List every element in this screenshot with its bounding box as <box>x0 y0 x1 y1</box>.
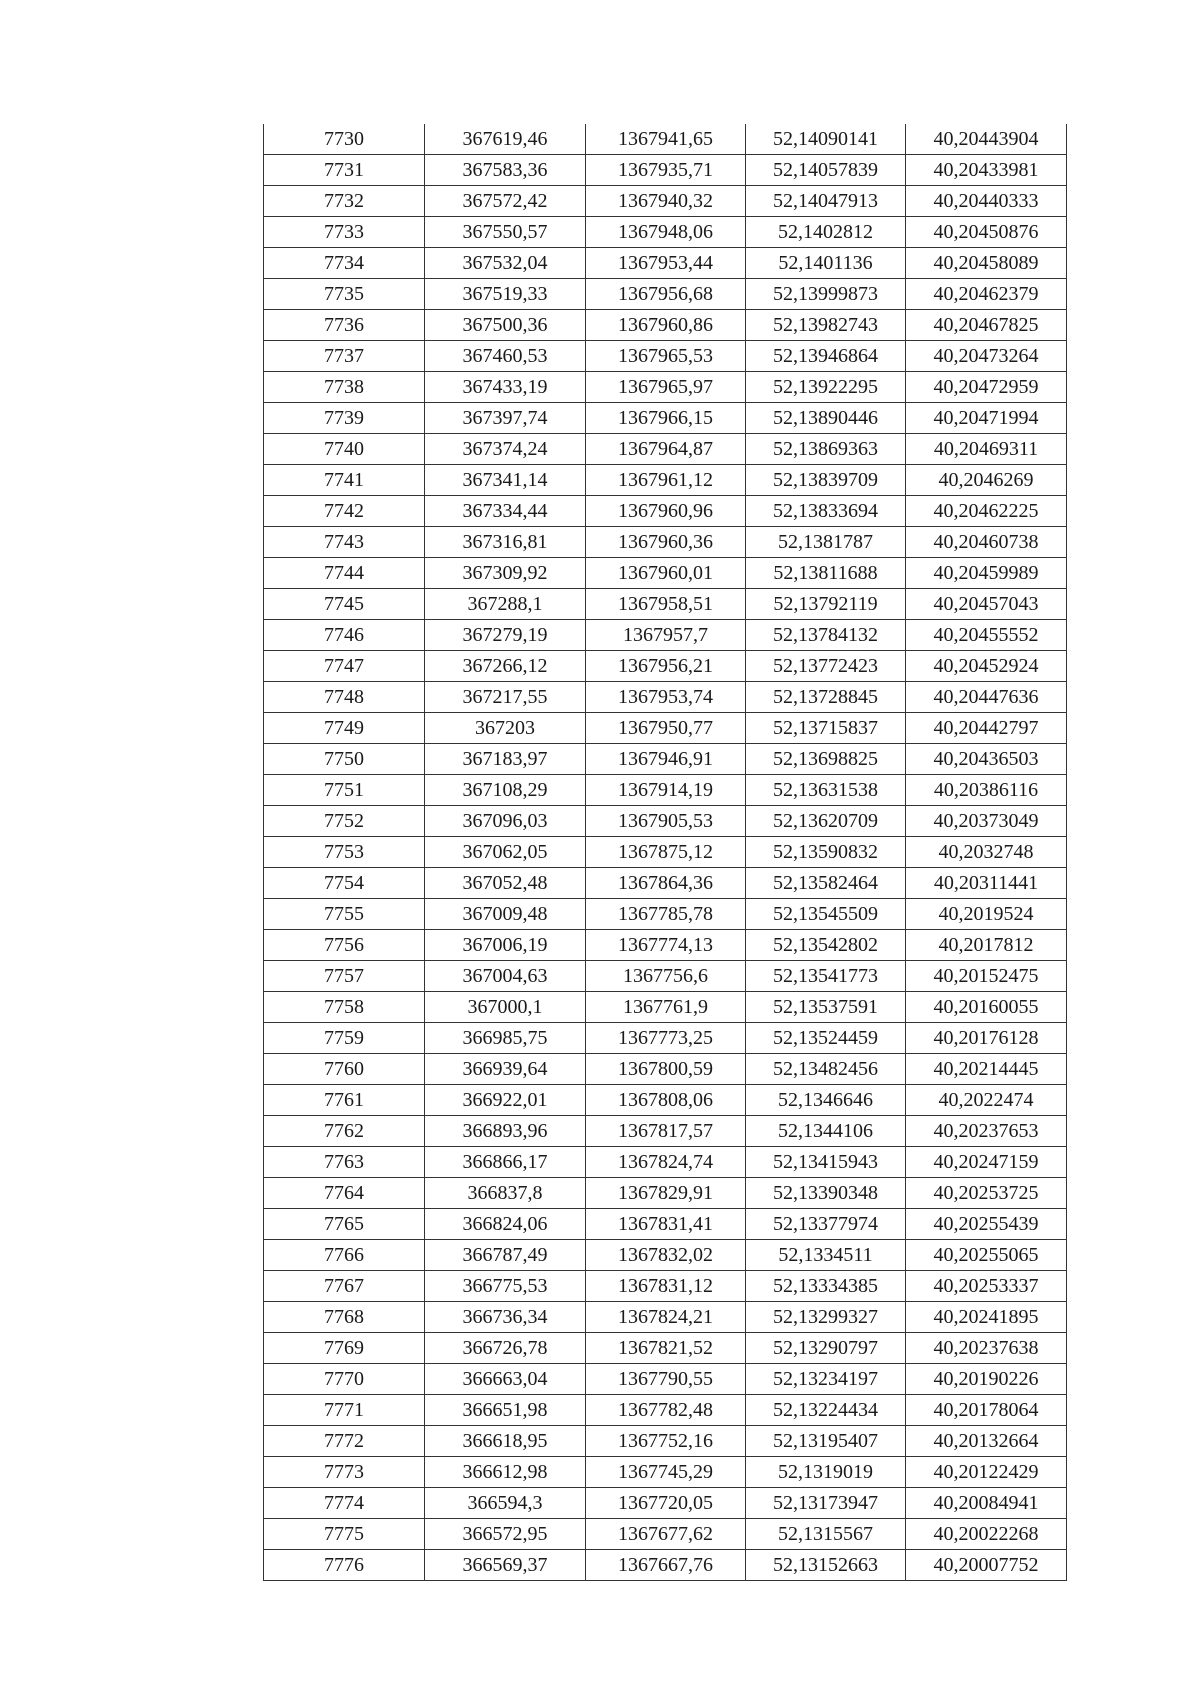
table-row <box>264 744 1067 775</box>
point-number-cell: 7766 <box>264 1240 425 1271</box>
table-row <box>264 1178 1067 1209</box>
latitude-cell: 52,13299327 <box>746 1302 906 1333</box>
longitude-cell: 40,20467825 <box>906 310 1067 341</box>
table-row <box>264 403 1067 434</box>
latitude-cell: 52,13922295 <box>746 372 906 403</box>
x-coordinate-cell: 366985,75 <box>425 1023 586 1054</box>
point-number-cell: 7738 <box>264 372 425 403</box>
longitude-cell: 40,20473264 <box>906 341 1067 372</box>
latitude-cell: 52,13334385 <box>746 1271 906 1302</box>
y-coordinate-cell: 1367960,86 <box>586 310 746 341</box>
longitude-cell: 40,20462225 <box>906 496 1067 527</box>
point-number-cell: 7744 <box>264 558 425 589</box>
longitude-cell: 40,20386116 <box>906 775 1067 806</box>
latitude-cell: 52,13582464 <box>746 868 906 899</box>
x-coordinate-cell: 366618,95 <box>425 1426 586 1457</box>
x-coordinate-cell: 367433,19 <box>425 372 586 403</box>
latitude-cell: 52,13792119 <box>746 589 906 620</box>
latitude-cell: 52,13537591 <box>746 992 906 1023</box>
table-row <box>264 1519 1067 1550</box>
point-number-cell: 7763 <box>264 1147 425 1178</box>
table-row <box>264 279 1067 310</box>
coordinates-table <box>263 124 1067 1581</box>
table-row <box>264 620 1067 651</box>
x-coordinate-cell: 367000,1 <box>425 992 586 1023</box>
x-coordinate-cell: 366569,37 <box>425 1550 586 1581</box>
table-row <box>264 310 1067 341</box>
longitude-cell: 40,20160055 <box>906 992 1067 1023</box>
longitude-cell: 40,2019524 <box>906 899 1067 930</box>
x-coordinate-cell: 366594,3 <box>425 1488 586 1519</box>
x-coordinate-cell: 367334,44 <box>425 496 586 527</box>
point-number-cell: 7733 <box>264 217 425 248</box>
y-coordinate-cell: 1367824,21 <box>586 1302 746 1333</box>
longitude-cell: 40,20443904 <box>906 124 1067 155</box>
x-coordinate-cell: 367397,74 <box>425 403 586 434</box>
latitude-cell: 52,13224434 <box>746 1395 906 1426</box>
point-number-cell: 7749 <box>264 713 425 744</box>
longitude-cell: 40,20469311 <box>906 434 1067 465</box>
latitude-cell: 52,13545509 <box>746 899 906 930</box>
table-row <box>264 868 1067 899</box>
latitude-cell: 52,13590832 <box>746 837 906 868</box>
longitude-cell: 40,20458089 <box>906 248 1067 279</box>
table-row <box>264 1023 1067 1054</box>
x-coordinate-cell: 366824,06 <box>425 1209 586 1240</box>
x-coordinate-cell: 366893,96 <box>425 1116 586 1147</box>
x-coordinate-cell: 366651,98 <box>425 1395 586 1426</box>
longitude-cell: 40,20450876 <box>906 217 1067 248</box>
point-number-cell: 7741 <box>264 465 425 496</box>
y-coordinate-cell: 1367761,9 <box>586 992 746 1023</box>
longitude-cell: 40,20436503 <box>906 744 1067 775</box>
table-row <box>264 1488 1067 1519</box>
x-coordinate-cell: 366612,98 <box>425 1457 586 1488</box>
y-coordinate-cell: 1367774,13 <box>586 930 746 961</box>
latitude-cell: 52,1346646 <box>746 1085 906 1116</box>
longitude-cell: 40,20442797 <box>906 713 1067 744</box>
x-coordinate-cell: 367619,46 <box>425 124 586 155</box>
table-row <box>264 682 1067 713</box>
latitude-cell: 52,1319019 <box>746 1457 906 1488</box>
x-coordinate-cell: 367279,19 <box>425 620 586 651</box>
longitude-cell: 40,20255065 <box>906 1240 1067 1271</box>
y-coordinate-cell: 1367785,78 <box>586 899 746 930</box>
point-number-cell: 7776 <box>264 1550 425 1581</box>
x-coordinate-cell: 367004,63 <box>425 961 586 992</box>
point-number-cell: 7732 <box>264 186 425 217</box>
table-row <box>264 651 1067 682</box>
longitude-cell: 40,20440333 <box>906 186 1067 217</box>
x-coordinate-cell: 366939,64 <box>425 1054 586 1085</box>
latitude-cell: 52,13715837 <box>746 713 906 744</box>
x-coordinate-cell: 367519,33 <box>425 279 586 310</box>
point-number-cell: 7752 <box>264 806 425 837</box>
latitude-cell: 52,14047913 <box>746 186 906 217</box>
latitude-cell: 52,13890446 <box>746 403 906 434</box>
longitude-cell: 40,20241895 <box>906 1302 1067 1333</box>
table-row <box>264 992 1067 1023</box>
x-coordinate-cell: 366866,17 <box>425 1147 586 1178</box>
x-coordinate-cell: 367550,57 <box>425 217 586 248</box>
latitude-cell: 52,13982743 <box>746 310 906 341</box>
y-coordinate-cell: 1367957,7 <box>586 620 746 651</box>
table-row <box>264 806 1067 837</box>
x-coordinate-cell: 367460,53 <box>425 341 586 372</box>
table-row <box>264 1116 1067 1147</box>
longitude-cell: 40,20237638 <box>906 1333 1067 1364</box>
point-number-cell: 7767 <box>264 1271 425 1302</box>
y-coordinate-cell: 1367677,62 <box>586 1519 746 1550</box>
latitude-cell: 52,13839709 <box>746 465 906 496</box>
x-coordinate-cell: 367217,55 <box>425 682 586 713</box>
table-row <box>264 1209 1067 1240</box>
y-coordinate-cell: 1367940,32 <box>586 186 746 217</box>
y-coordinate-cell: 1367966,15 <box>586 403 746 434</box>
point-number-cell: 7739 <box>264 403 425 434</box>
y-coordinate-cell: 1367948,06 <box>586 217 746 248</box>
latitude-cell: 52,13415943 <box>746 1147 906 1178</box>
table-row <box>264 217 1067 248</box>
x-coordinate-cell: 367583,36 <box>425 155 586 186</box>
point-number-cell: 7736 <box>264 310 425 341</box>
longitude-cell: 40,20253725 <box>906 1178 1067 1209</box>
table-row <box>264 341 1067 372</box>
y-coordinate-cell: 1367752,16 <box>586 1426 746 1457</box>
longitude-cell: 40,20247159 <box>906 1147 1067 1178</box>
y-coordinate-cell: 1367745,29 <box>586 1457 746 1488</box>
point-number-cell: 7774 <box>264 1488 425 1519</box>
y-coordinate-cell: 1367790,55 <box>586 1364 746 1395</box>
point-number-cell: 7745 <box>264 589 425 620</box>
longitude-cell: 40,2017812 <box>906 930 1067 961</box>
longitude-cell: 40,20022268 <box>906 1519 1067 1550</box>
x-coordinate-cell: 367052,48 <box>425 868 586 899</box>
x-coordinate-cell: 366775,53 <box>425 1271 586 1302</box>
y-coordinate-cell: 1367956,21 <box>586 651 746 682</box>
y-coordinate-cell: 1367941,65 <box>586 124 746 155</box>
latitude-cell: 52,13524459 <box>746 1023 906 1054</box>
x-coordinate-cell: 367532,04 <box>425 248 586 279</box>
x-coordinate-cell: 367316,81 <box>425 527 586 558</box>
y-coordinate-cell: 1367950,77 <box>586 713 746 744</box>
y-coordinate-cell: 1367831,12 <box>586 1271 746 1302</box>
table-row <box>264 1395 1067 1426</box>
longitude-cell: 40,2032748 <box>906 837 1067 868</box>
point-number-cell: 7772 <box>264 1426 425 1457</box>
table-row <box>264 1054 1067 1085</box>
y-coordinate-cell: 1367832,02 <box>586 1240 746 1271</box>
latitude-cell: 52,1344106 <box>746 1116 906 1147</box>
table-row <box>264 527 1067 558</box>
latitude-cell: 52,13290797 <box>746 1333 906 1364</box>
table-row <box>264 155 1067 186</box>
latitude-cell: 52,1401136 <box>746 248 906 279</box>
latitude-cell: 52,13999873 <box>746 279 906 310</box>
longitude-cell: 40,20190226 <box>906 1364 1067 1395</box>
y-coordinate-cell: 1367829,91 <box>586 1178 746 1209</box>
y-coordinate-cell: 1367965,53 <box>586 341 746 372</box>
point-number-cell: 7750 <box>264 744 425 775</box>
longitude-cell: 40,20373049 <box>906 806 1067 837</box>
y-coordinate-cell: 1367667,76 <box>586 1550 746 1581</box>
longitude-cell: 40,20460738 <box>906 527 1067 558</box>
latitude-cell: 52,13195407 <box>746 1426 906 1457</box>
longitude-cell: 40,20152475 <box>906 961 1067 992</box>
table-row <box>264 434 1067 465</box>
point-number-cell: 7759 <box>264 1023 425 1054</box>
longitude-cell: 40,20472959 <box>906 372 1067 403</box>
y-coordinate-cell: 1367960,36 <box>586 527 746 558</box>
point-number-cell: 7757 <box>264 961 425 992</box>
point-number-cell: 7775 <box>264 1519 425 1550</box>
table-row <box>264 713 1067 744</box>
table-row <box>264 1147 1067 1178</box>
point-number-cell: 7740 <box>264 434 425 465</box>
longitude-cell: 40,20178064 <box>906 1395 1067 1426</box>
longitude-cell: 40,20433981 <box>906 155 1067 186</box>
latitude-cell: 52,13869363 <box>746 434 906 465</box>
y-coordinate-cell: 1367875,12 <box>586 837 746 868</box>
y-coordinate-cell: 1367953,44 <box>586 248 746 279</box>
x-coordinate-cell: 366787,49 <box>425 1240 586 1271</box>
point-number-cell: 7773 <box>264 1457 425 1488</box>
point-number-cell: 7762 <box>264 1116 425 1147</box>
x-coordinate-cell: 367341,14 <box>425 465 586 496</box>
latitude-cell: 52,13728845 <box>746 682 906 713</box>
x-coordinate-cell: 367009,48 <box>425 899 586 930</box>
longitude-cell: 40,20455552 <box>906 620 1067 651</box>
y-coordinate-cell: 1367782,48 <box>586 1395 746 1426</box>
latitude-cell: 52,1381787 <box>746 527 906 558</box>
table-row <box>264 1085 1067 1116</box>
x-coordinate-cell: 367096,03 <box>425 806 586 837</box>
longitude-cell: 40,20462379 <box>906 279 1067 310</box>
table-body <box>264 124 1067 1581</box>
y-coordinate-cell: 1367960,96 <box>586 496 746 527</box>
table-row <box>264 1333 1067 1364</box>
longitude-cell: 40,20459989 <box>906 558 1067 589</box>
longitude-cell: 40,20253337 <box>906 1271 1067 1302</box>
point-number-cell: 7770 <box>264 1364 425 1395</box>
longitude-cell: 40,20457043 <box>906 589 1067 620</box>
table-row <box>264 1240 1067 1271</box>
y-coordinate-cell: 1367824,74 <box>586 1147 746 1178</box>
y-coordinate-cell: 1367831,41 <box>586 1209 746 1240</box>
y-coordinate-cell: 1367958,51 <box>586 589 746 620</box>
x-coordinate-cell: 366736,34 <box>425 1302 586 1333</box>
point-number-cell: 7761 <box>264 1085 425 1116</box>
point-number-cell: 7748 <box>264 682 425 713</box>
x-coordinate-cell: 367288,1 <box>425 589 586 620</box>
longitude-cell: 40,20237653 <box>906 1116 1067 1147</box>
longitude-cell: 40,2022474 <box>906 1085 1067 1116</box>
longitude-cell: 40,20084941 <box>906 1488 1067 1519</box>
latitude-cell: 52,13390348 <box>746 1178 906 1209</box>
longitude-cell: 40,20176128 <box>906 1023 1067 1054</box>
point-number-cell: 7742 <box>264 496 425 527</box>
table-row <box>264 1302 1067 1333</box>
latitude-cell: 52,13377974 <box>746 1209 906 1240</box>
y-coordinate-cell: 1367821,52 <box>586 1333 746 1364</box>
point-number-cell: 7747 <box>264 651 425 682</box>
point-number-cell: 7734 <box>264 248 425 279</box>
y-coordinate-cell: 1367756,6 <box>586 961 746 992</box>
latitude-cell: 52,14090141 <box>746 124 906 155</box>
point-number-cell: 7760 <box>264 1054 425 1085</box>
x-coordinate-cell: 366572,95 <box>425 1519 586 1550</box>
table-row <box>264 775 1067 806</box>
longitude-cell: 40,20452924 <box>906 651 1067 682</box>
latitude-cell: 52,13946864 <box>746 341 906 372</box>
latitude-cell: 52,13631538 <box>746 775 906 806</box>
table-row <box>264 930 1067 961</box>
x-coordinate-cell: 367500,36 <box>425 310 586 341</box>
point-number-cell: 7731 <box>264 155 425 186</box>
table-row <box>264 1364 1067 1395</box>
longitude-cell: 40,2046269 <box>906 465 1067 496</box>
table-row <box>264 1271 1067 1302</box>
x-coordinate-cell: 366726,78 <box>425 1333 586 1364</box>
latitude-cell: 52,13234197 <box>746 1364 906 1395</box>
x-coordinate-cell: 366922,01 <box>425 1085 586 1116</box>
point-number-cell: 7756 <box>264 930 425 961</box>
y-coordinate-cell: 1367720,05 <box>586 1488 746 1519</box>
point-number-cell: 7769 <box>264 1333 425 1364</box>
y-coordinate-cell: 1367960,01 <box>586 558 746 589</box>
latitude-cell: 52,14057839 <box>746 155 906 186</box>
y-coordinate-cell: 1367817,57 <box>586 1116 746 1147</box>
y-coordinate-cell: 1367946,91 <box>586 744 746 775</box>
longitude-cell: 40,20214445 <box>906 1054 1067 1085</box>
y-coordinate-cell: 1367808,06 <box>586 1085 746 1116</box>
point-number-cell: 7765 <box>264 1209 425 1240</box>
latitude-cell: 52,13811688 <box>746 558 906 589</box>
latitude-cell: 52,13833694 <box>746 496 906 527</box>
longitude-cell: 40,20311441 <box>906 868 1067 899</box>
point-number-cell: 7751 <box>264 775 425 806</box>
table-row <box>264 899 1067 930</box>
table-row <box>264 837 1067 868</box>
y-coordinate-cell: 1367964,87 <box>586 434 746 465</box>
point-number-cell: 7771 <box>264 1395 425 1426</box>
latitude-cell: 52,1402812 <box>746 217 906 248</box>
x-coordinate-cell: 366837,8 <box>425 1178 586 1209</box>
latitude-cell: 52,1315567 <box>746 1519 906 1550</box>
point-number-cell: 7768 <box>264 1302 425 1333</box>
y-coordinate-cell: 1367800,59 <box>586 1054 746 1085</box>
point-number-cell: 7746 <box>264 620 425 651</box>
point-number-cell: 7764 <box>264 1178 425 1209</box>
table-row <box>264 496 1067 527</box>
y-coordinate-cell: 1367864,36 <box>586 868 746 899</box>
longitude-cell: 40,20255439 <box>906 1209 1067 1240</box>
x-coordinate-cell: 367374,24 <box>425 434 586 465</box>
table-row <box>264 1457 1067 1488</box>
latitude-cell: 52,13152663 <box>746 1550 906 1581</box>
point-number-cell: 7755 <box>264 899 425 930</box>
x-coordinate-cell: 367203 <box>425 713 586 744</box>
y-coordinate-cell: 1367773,25 <box>586 1023 746 1054</box>
latitude-cell: 52,1334511 <box>746 1240 906 1271</box>
x-coordinate-cell: 367108,29 <box>425 775 586 806</box>
table-row <box>264 124 1067 155</box>
point-number-cell: 7753 <box>264 837 425 868</box>
longitude-cell: 40,20471994 <box>906 403 1067 434</box>
latitude-cell: 52,13542802 <box>746 930 906 961</box>
longitude-cell: 40,20447636 <box>906 682 1067 713</box>
table-row <box>264 1550 1067 1581</box>
point-number-cell: 7737 <box>264 341 425 372</box>
table-row <box>264 465 1067 496</box>
table-row <box>264 186 1067 217</box>
longitude-cell: 40,20007752 <box>906 1550 1067 1581</box>
y-coordinate-cell: 1367953,74 <box>586 682 746 713</box>
point-number-cell: 7754 <box>264 868 425 899</box>
point-number-cell: 7730 <box>264 124 425 155</box>
longitude-cell: 40,20132664 <box>906 1426 1067 1457</box>
point-number-cell: 7758 <box>264 992 425 1023</box>
table-row <box>264 1426 1067 1457</box>
x-coordinate-cell: 367183,97 <box>425 744 586 775</box>
latitude-cell: 52,13620709 <box>746 806 906 837</box>
y-coordinate-cell: 1367905,53 <box>586 806 746 837</box>
y-coordinate-cell: 1367965,97 <box>586 372 746 403</box>
point-number-cell: 7743 <box>264 527 425 558</box>
point-number-cell: 7735 <box>264 279 425 310</box>
x-coordinate-cell: 367572,42 <box>425 186 586 217</box>
latitude-cell: 52,13173947 <box>746 1488 906 1519</box>
table-row <box>264 589 1067 620</box>
x-coordinate-cell: 367006,19 <box>425 930 586 961</box>
table-row <box>264 558 1067 589</box>
latitude-cell: 52,13698825 <box>746 744 906 775</box>
y-coordinate-cell: 1367956,68 <box>586 279 746 310</box>
x-coordinate-cell: 367266,12 <box>425 651 586 682</box>
table-row <box>264 372 1067 403</box>
y-coordinate-cell: 1367961,12 <box>586 465 746 496</box>
longitude-cell: 40,20122429 <box>906 1457 1067 1488</box>
x-coordinate-cell: 367062,05 <box>425 837 586 868</box>
latitude-cell: 52,13482456 <box>746 1054 906 1085</box>
y-coordinate-cell: 1367914,19 <box>586 775 746 806</box>
y-coordinate-cell: 1367935,71 <box>586 155 746 186</box>
latitude-cell: 52,13784132 <box>746 620 906 651</box>
x-coordinate-cell: 366663,04 <box>425 1364 586 1395</box>
x-coordinate-cell: 367309,92 <box>425 558 586 589</box>
latitude-cell: 52,13772423 <box>746 651 906 682</box>
latitude-cell: 52,13541773 <box>746 961 906 992</box>
table-row <box>264 961 1067 992</box>
table-row <box>264 248 1067 279</box>
